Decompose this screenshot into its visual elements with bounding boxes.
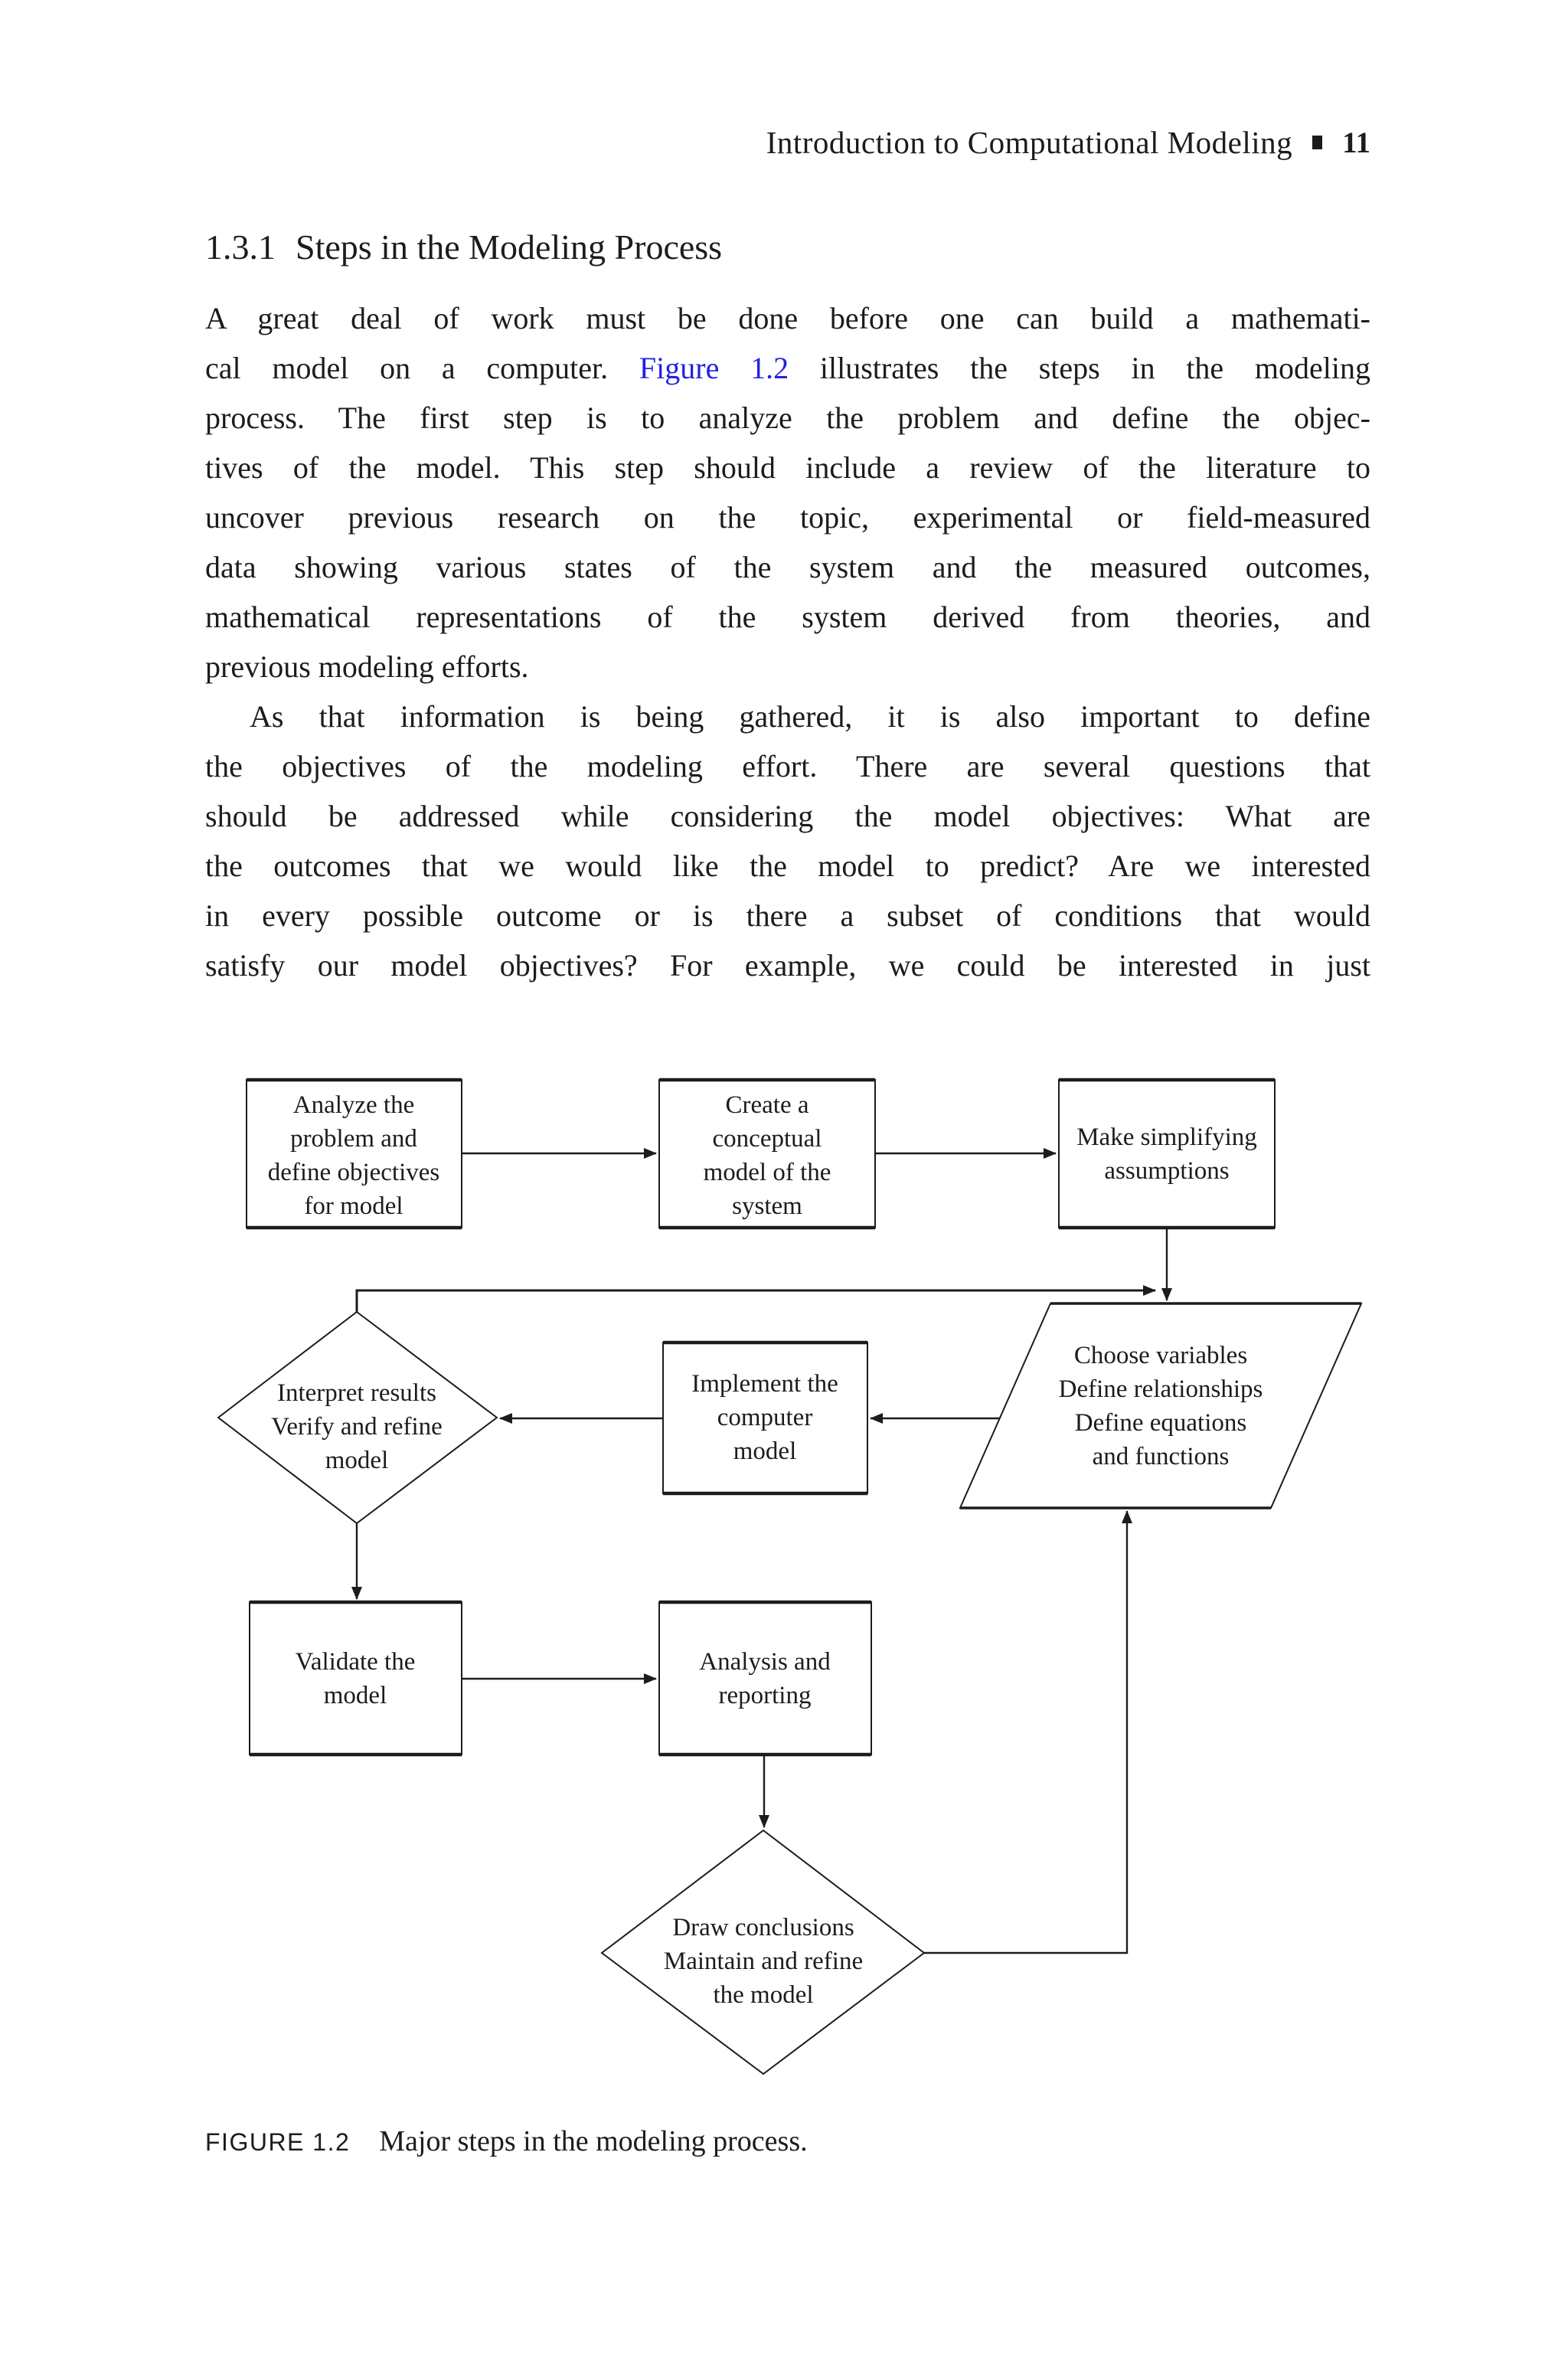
svg-text:Analyze the: Analyze the (292, 1091, 415, 1119)
figure-caption (205, 2124, 808, 2158)
svg-text:model: model (325, 1447, 389, 1474)
svg-text:reporting: reporting (718, 1682, 812, 1709)
flowchart-figure (199, 1068, 1393, 2102)
svg-text:define objectives: define objectives (267, 1159, 440, 1186)
svg-text:Analysis and: Analysis and (699, 1648, 831, 1676)
svg-text:Validate the: Validate the (295, 1648, 416, 1676)
text-line: data showing various states of the system and the measured outcomes, (205, 550, 1370, 584)
flow-box-implement (663, 1343, 867, 1493)
text-line: should be addressed while considering the model objectives: What are (205, 799, 1370, 833)
text-line: tives of the model. This step should include a review of the literature to (205, 450, 1370, 485)
text-line (205, 343, 1370, 393)
page-header (766, 123, 1370, 162)
svg-text:model of the: model of the (703, 1159, 831, 1186)
svg-text:and functions: and functions (1092, 1443, 1230, 1470)
text-line: mathematical representations of the system derived from theories, and (205, 600, 1370, 634)
flow-box-conceptual (659, 1080, 875, 1228)
figure-caption-label: FIGURE 1.2 (205, 2128, 351, 2156)
svg-text:Interpret results: Interpret results (276, 1379, 437, 1407)
svg-text:problem and: problem and (290, 1125, 417, 1153)
text-line: in every possible outcome or is there a subset of conditions that would (205, 898, 1370, 933)
svg-text:Maintain and refine: Maintain and refine (663, 1948, 864, 1975)
svg-text:conceptual: conceptual (712, 1125, 822, 1153)
flow-box-validate (250, 1602, 462, 1755)
section-heading (205, 227, 722, 267)
flow-arrow-conclusions-variables (924, 1511, 1127, 1953)
svg-text:model: model (323, 1682, 387, 1709)
svg-text:Choose variables: Choose variables (1073, 1342, 1248, 1369)
svg-text:Draw conclusions: Draw conclusions (672, 1914, 854, 1941)
text-line: the objectives of the modeling effort. There are several questions that (205, 749, 1370, 783)
svg-text:model: model (733, 1437, 797, 1465)
svg-text:Define equations: Define equations (1074, 1409, 1247, 1437)
figure-1-2-link[interactable]: Figure 1.2 (639, 351, 789, 385)
svg-text:Create a: Create a (725, 1091, 809, 1119)
svg-text:Make simplifying: Make simplifying (1076, 1123, 1257, 1151)
svg-text:Define relationships: Define relationships (1058, 1375, 1263, 1403)
flow-box-analysis (659, 1602, 871, 1755)
svg-text:system: system (732, 1192, 802, 1220)
svg-text:assumptions: assumptions (1104, 1157, 1230, 1185)
text-line: A great deal of work must be done before one can build a mathemati- (205, 301, 1370, 335)
flow-diamond-conclusions (602, 1830, 924, 2074)
square-bullet-icon (1312, 136, 1322, 149)
flow-diamond-interpret (218, 1312, 497, 1523)
text-line: previous modeling efforts. (205, 649, 529, 684)
text-segment: illustrates the steps in the modeling (789, 351, 1370, 385)
svg-text:for model: for model (304, 1192, 403, 1220)
flow-parallelogram-variables (960, 1303, 1361, 1508)
figure-caption-text: Major steps in the modeling process. (379, 2125, 808, 2157)
svg-text:Implement the: Implement the (691, 1370, 838, 1398)
text-line: uncover previous research on the topic, experimental or field-measured (205, 500, 1370, 535)
text-line: process. The first step is to analyze the problem and define the objec- (205, 401, 1370, 435)
body-text (205, 293, 1370, 990)
section-number: 1.3.1 (205, 227, 276, 267)
svg-text:the model: the model (713, 1981, 814, 2009)
svg-text:Verify and refine: Verify and refine (271, 1413, 443, 1441)
text-segment: cal model on a computer. (205, 351, 639, 385)
page-number: 11 (1342, 126, 1370, 159)
text-line: the outcomes that we would like the model to predict? Are we interested (205, 849, 1370, 883)
svg-text:computer: computer (717, 1404, 813, 1431)
section-title: Steps in the Modeling Process (296, 227, 723, 267)
text-line: satisfy our model objectives? For example, we could be interested in just (205, 948, 1370, 983)
flow-box-analyze (247, 1080, 462, 1228)
text-line: As that information is being gathered, it is also important to define (250, 699, 1370, 734)
flow-box-assumptions (1059, 1080, 1275, 1228)
flow-arrow-interpret-variables (357, 1290, 1155, 1312)
running-title: Introduction to Computational Modeling (766, 125, 1293, 160)
